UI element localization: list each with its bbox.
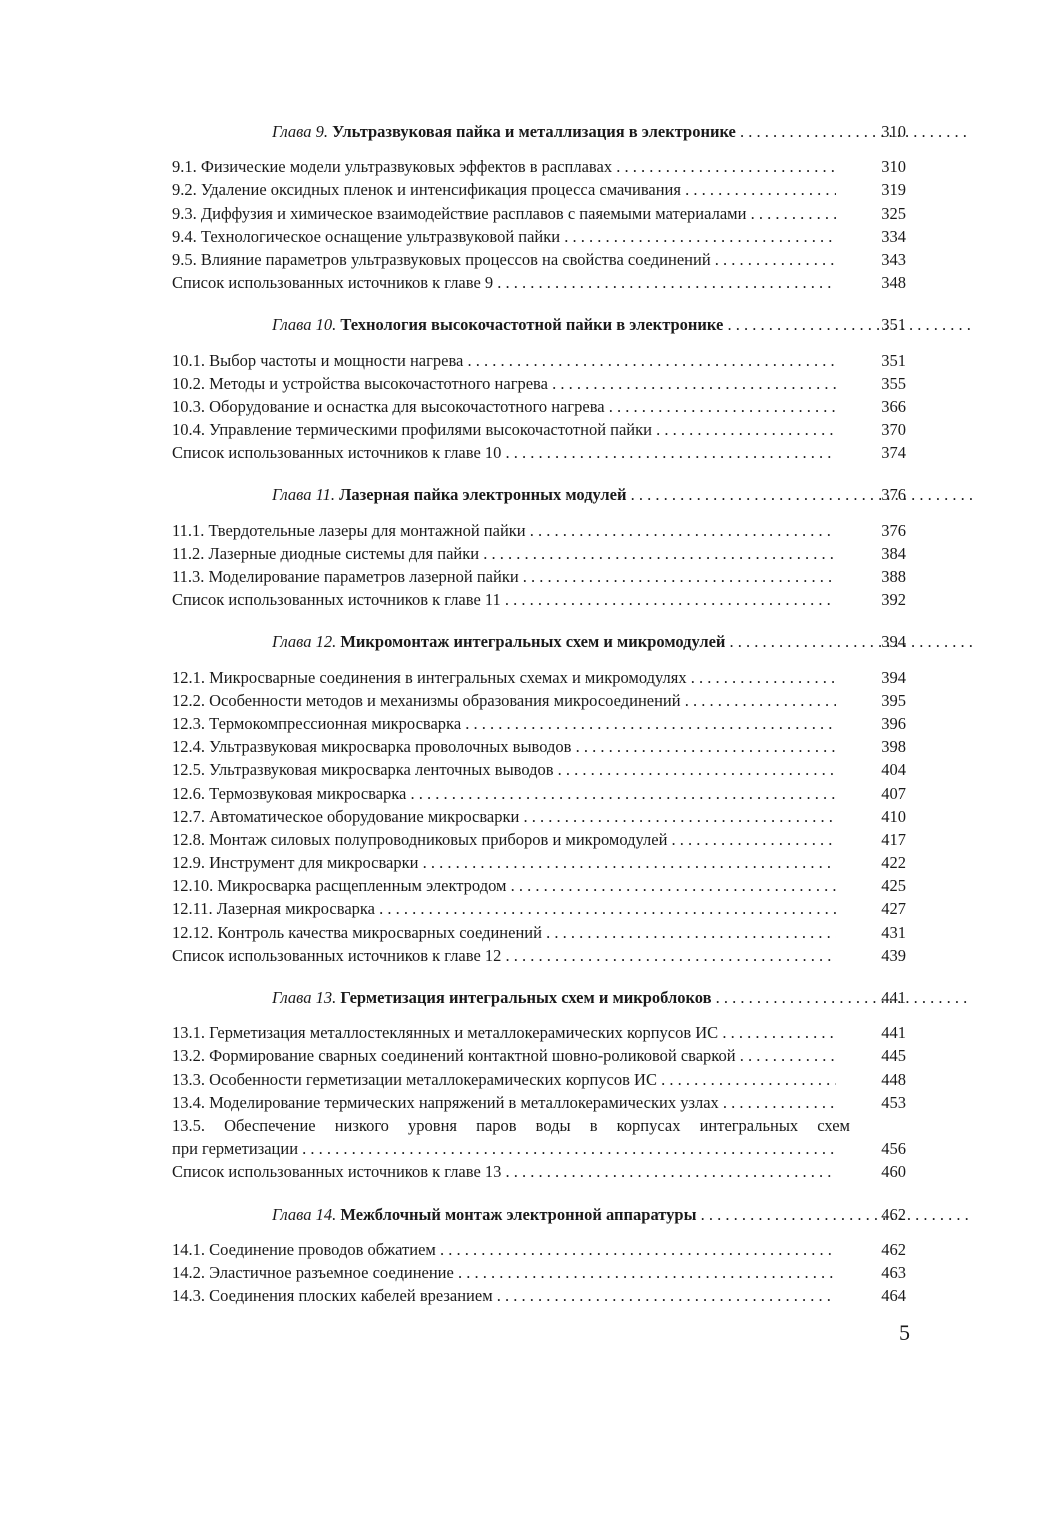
section-title-text: 12.10. Микросварка расщепленным электродом: [172, 876, 507, 896]
section-entry[interactable]: [0, 542, 1058, 565]
section-title: [172, 735, 836, 758]
section-page-number: 439: [881, 945, 906, 965]
section-entry[interactable]: [0, 178, 1058, 201]
chapter-block: [0, 986, 1058, 1184]
section-page-number: 395: [881, 690, 906, 710]
section-title-text: 12.6. Термозвуковая микросварка: [172, 783, 407, 803]
section-title: [172, 155, 836, 178]
section-entry[interactable]: [0, 202, 1058, 225]
chapter-heading[interactable]: [0, 120, 1058, 143]
section-title: [172, 1068, 836, 1091]
section-list: [0, 666, 1058, 967]
section-title-text: 9.1. Физические модели ультразвуковых эффектов в расплавах: [172, 157, 613, 177]
section-title: [172, 1044, 836, 1067]
section-title: [172, 1261, 836, 1284]
section-title: [172, 758, 836, 781]
chapter-page-number: 376: [881, 485, 906, 505]
section-entry[interactable]: [0, 519, 1058, 542]
section-title-text: Список использованных источников к главе 13: [172, 1162, 502, 1182]
chapter-heading[interactable]: [0, 313, 1058, 336]
section-title-text: 14.2. Эластичное разъемное соединение: [172, 1262, 454, 1282]
chapter-title: Микромонтаж интегральных схем и микромодулей: [340, 632, 726, 652]
section-entry[interactable]: [0, 565, 1058, 588]
section-title-text: 13.3. Особенности герметизации металлокерамических корпусов ИС: [172, 1069, 657, 1089]
section-entry[interactable]: [0, 897, 1058, 920]
chapter-page-number: 394: [881, 632, 906, 652]
chapter-block: [0, 483, 1058, 611]
section-title-text: 13.2. Формирование сварных соединений контактной шовно-роликовой сваркой: [172, 1046, 736, 1066]
section-page-number: 343: [881, 249, 906, 269]
section-entry[interactable]: [0, 1068, 1058, 1091]
chapter-title: Герметизация интегральных схем и микроблоков: [340, 988, 712, 1007]
section-title: [172, 349, 836, 372]
section-title-text: 12.8. Монтаж силовых полупроводниковых приборов и микромодулей: [172, 829, 668, 849]
section-entry[interactable]: [0, 588, 1058, 611]
section-page-number: 417: [881, 829, 906, 849]
chapter-title: Ультразвуковая пайка и металлизация в электронике: [332, 122, 736, 141]
section-title-text: 12.4. Ультразвуковая микросварка проволочных выводов: [172, 737, 572, 757]
section-title: [172, 1160, 836, 1183]
section-page-number: 431: [881, 922, 906, 942]
section-page-number: 370: [881, 420, 906, 440]
section-entry[interactable]: [0, 155, 1058, 178]
chapter-label: Глава 13.: [272, 988, 337, 1007]
chapter-block: [0, 313, 1058, 464]
section-title: [172, 418, 836, 441]
section-entry[interactable]: [0, 874, 1058, 897]
section-page-number: 456: [881, 1139, 906, 1159]
chapter-page-number: 310: [881, 122, 906, 141]
section-entry[interactable]: [0, 349, 1058, 372]
chapter-label: Глава 14.: [272, 1204, 337, 1224]
section-page-number: 325: [881, 203, 906, 223]
section-title: [172, 851, 836, 874]
section-title-text: 11.1. Твердотельные лазеры для монтажной пайки: [172, 520, 526, 540]
section-entry[interactable]: [0, 782, 1058, 805]
section-page-number: 319: [881, 180, 906, 200]
chapter-block: [0, 630, 1058, 967]
section-list: [0, 1238, 1058, 1308]
section-list: [0, 519, 1058, 612]
section-entry[interactable]: [0, 271, 1058, 294]
chapter-label: Глава 10.: [272, 315, 337, 335]
section-title-text: 13.1. Герметизация металлостеклянных и металлокерамических корпусов ИС: [172, 1023, 719, 1043]
section-entry[interactable]: [0, 944, 1058, 967]
section-title-text: 9.3. Диффузия и химическое взаимодействие расплавов с паяемыми материалами: [172, 203, 747, 223]
section-title: 13.5. Обеспечение низкого уровня паров воды в корпусах интегральных схем: [172, 1115, 850, 1135]
section-title: [172, 178, 836, 201]
section-entry[interactable]: [0, 248, 1058, 271]
chapter-label: Глава 11.: [272, 485, 335, 505]
section-entry[interactable]: [0, 225, 1058, 248]
section-page-number: 334: [881, 226, 906, 246]
section-title: [172, 805, 836, 828]
section-page-number: 425: [881, 876, 906, 896]
section-title: [172, 441, 836, 464]
section-title: [172, 519, 836, 542]
section-title: [172, 712, 836, 735]
section-title-text: 9.4. Технологическое оснащение ультразвуковой пайки: [172, 226, 561, 246]
section-page-number: 376: [881, 520, 906, 540]
section-title-text: 14.1. Соединение проводов обжатием: [172, 1239, 436, 1259]
section-page-number: 374: [881, 443, 906, 463]
section-page-number: 422: [881, 853, 906, 873]
section-title-text: 10.2. Методы и устройства высокочастотного нагрева: [172, 373, 548, 393]
section-title-text: 10.4. Управление термическими профилями высокочастотной пайки: [172, 420, 652, 440]
section-title-text: 12.5. Ультразвуковая микросварка ленточных выводов: [172, 760, 554, 780]
section-list: [0, 155, 1058, 294]
section-entry[interactable]: [0, 805, 1058, 828]
section-title: [172, 689, 836, 712]
section-entry[interactable]: [0, 1044, 1058, 1067]
section-page-number: 441: [881, 1023, 906, 1043]
section-title-text: Список использованных источников к главе 11: [172, 590, 501, 610]
section-entry[interactable]: [0, 758, 1058, 781]
section-title-text: 11.2. Лазерные диодные системы для пайки: [172, 543, 480, 563]
section-page-number: 388: [881, 567, 906, 586]
section-title-text: 12.2. Особенности методов и механизмы образования микросоединений: [172, 690, 681, 710]
section-title: [172, 921, 836, 944]
section-entry[interactable]: [0, 1160, 1058, 1183]
section-title: [172, 1284, 836, 1307]
section-title: [172, 897, 836, 920]
section-title: [172, 248, 836, 271]
section-page-number: 463: [881, 1262, 906, 1282]
section-page-number: 398: [881, 737, 906, 757]
section-title-text: 11.3. Моделирование параметров лазерной пайки: [172, 567, 519, 586]
section-page-number: 366: [881, 396, 906, 416]
section-title-text: 9.2. Удаление оксидных пленок и интенсификация процесса смачивания: [172, 180, 681, 200]
section-page-number: 407: [881, 783, 906, 803]
section-entry[interactable]: [0, 712, 1058, 735]
section-title: [172, 1021, 836, 1044]
section-title-text: 10.3. Оборудование и оснастка для высокочастотного нагрева: [172, 396, 605, 416]
section-title-text: Список использованных источников к главе 10: [172, 443, 502, 463]
section-entry[interactable]: [0, 689, 1058, 712]
section-page-number: 453: [881, 1092, 906, 1112]
section-page-number: 348: [881, 273, 906, 293]
section-page-number: 404: [881, 760, 906, 780]
section-page-number: 410: [881, 806, 906, 826]
section-title-text: Список использованных источников к главе 9: [172, 273, 494, 293]
section-title-text: 12.11. Лазерная микросварка: [172, 899, 375, 919]
section-entry[interactable]: [0, 1261, 1058, 1284]
section-page-number: 310: [881, 157, 906, 177]
section-title: [172, 542, 836, 565]
section-entry[interactable]: [0, 828, 1058, 851]
chapter-block: [0, 120, 1058, 294]
section-title-text: Список использованных источников к главе 12: [172, 945, 502, 965]
chapter-heading[interactable]: [0, 986, 1058, 1009]
table-of-contents: [0, 120, 1058, 1326]
section-title: [172, 225, 836, 248]
chapter-label: Глава 12.: [272, 632, 337, 652]
section-entry[interactable]: [0, 1091, 1058, 1114]
section-title-text: 12.9. Инструмент для микросварки: [172, 853, 419, 873]
chapter-page-number: 462: [881, 1204, 906, 1224]
section-title: [172, 372, 836, 395]
section-entry[interactable]: [0, 1238, 1058, 1261]
section-entry[interactable]: [0, 735, 1058, 758]
chapter-page-number: 441: [881, 988, 906, 1007]
section-page-number: 396: [881, 713, 906, 733]
section-page-number: 351: [881, 350, 906, 370]
chapter-heading[interactable]: [0, 483, 1058, 506]
section-title-text: 12.1. Микросварные соединения в интегральных схемах и микромодулях: [172, 667, 687, 687]
section-title: [172, 565, 836, 588]
section-list: [0, 349, 1058, 465]
section-page-number: 355: [881, 373, 906, 393]
section-page-number: 464: [881, 1286, 906, 1306]
section-title-text: 14.3. Соединения плоских кабелей врезанием: [172, 1286, 493, 1306]
section-entry[interactable]: [0, 666, 1058, 689]
section-title-text: 10.1. Выбор частоты и мощности нагрева: [172, 350, 464, 370]
section-title: [172, 1238, 836, 1261]
chapter-page-number: 351: [881, 315, 906, 335]
section-title-text: 9.5. Влияние параметров ультразвуковых процессов на свойства соединений: [172, 249, 711, 269]
section-title: [172, 588, 836, 611]
section-title: [172, 782, 836, 805]
section-title: [172, 1091, 836, 1114]
section-entry[interactable]: [0, 418, 1058, 441]
section-page-number: 460: [881, 1162, 906, 1182]
section-page-number: 448: [881, 1069, 906, 1089]
section-page-number: 445: [881, 1046, 906, 1066]
chapter-label: Глава 9.: [272, 122, 328, 141]
section-page-number: 392: [881, 590, 906, 610]
section-title: [172, 828, 836, 851]
chapter-heading[interactable]: [0, 630, 1058, 653]
chapter-heading[interactable]: [0, 1203, 1058, 1226]
chapter-block: [0, 1203, 1058, 1308]
section-title-text: 12.12. Контроль качества микросварных соединений: [172, 922, 542, 942]
section-entry[interactable]: [0, 1021, 1058, 1044]
section-title-text: 12.3. Термокомпрессионная микросварка: [172, 713, 462, 733]
section-page-number: 427: [881, 899, 906, 919]
chapter-title: Межблочный монтаж электронной аппаратуры: [340, 1204, 697, 1224]
section-page-number: 462: [881, 1239, 906, 1259]
section-title: [172, 666, 836, 689]
section-title: [172, 395, 836, 418]
section-entry[interactable]: [0, 372, 1058, 395]
page-number: 5: [899, 1320, 910, 1345]
section-page-number: 394: [881, 667, 906, 687]
section-title-text: 12.7. Автоматическое оборудование микросварки: [172, 806, 520, 826]
section-title-continued: при герметизации . . .: [172, 1137, 836, 1160]
section-title: [172, 271, 836, 294]
section-entry[interactable]: [0, 1284, 1058, 1307]
section-entry[interactable]: [0, 441, 1058, 464]
section-title: [172, 944, 836, 967]
chapter-title: Технология высокочастотной пайки в электронике: [340, 315, 724, 335]
section-title-text: 13.4. Моделирование термических напряжений в металлокерамических узлах: [172, 1092, 719, 1112]
section-entry[interactable]: [0, 921, 1058, 944]
section-page-number: 384: [881, 543, 906, 563]
section-list: [0, 1021, 1058, 1183]
chapter-title: Лазерная пайка электронных модулей: [339, 485, 627, 505]
section-entry[interactable]: [0, 851, 1058, 874]
section-title: [172, 202, 836, 225]
section-title: [172, 874, 836, 897]
section-entry[interactable]: [0, 1114, 1058, 1160]
section-entry[interactable]: [0, 395, 1058, 418]
